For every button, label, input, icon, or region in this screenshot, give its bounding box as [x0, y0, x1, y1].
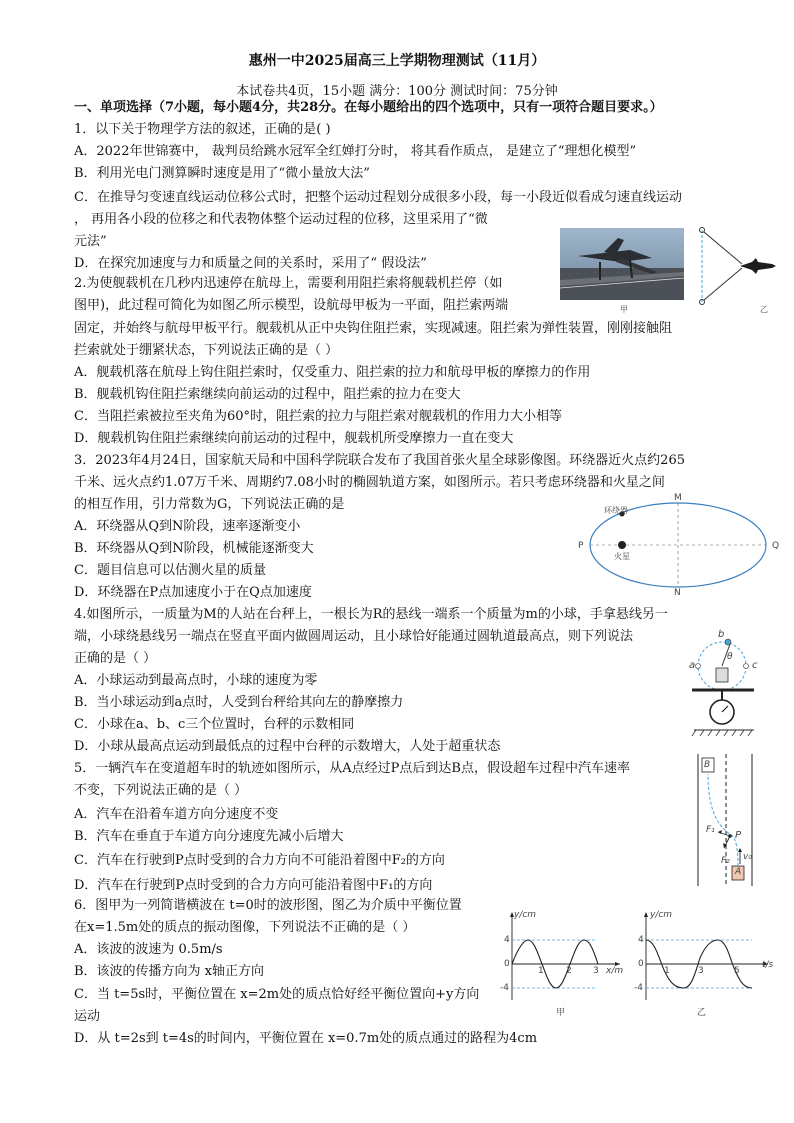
q3-stem-line1: 3．2023年4月24日，国家航天局和中国科学院联合发布了我国首张火星全球影像图。环绕器近火点约265: [74, 453, 685, 468]
label-v0: v₀: [743, 852, 752, 862]
q5-option-b: B．汽车在垂直于车道方向分速度先减小后增大: [74, 829, 344, 844]
q6-option-c-cont: 运动: [74, 1009, 101, 1024]
q1-option-d: D．在探究加速度与力和质量之间的关系时，采用了“ 假设法”: [74, 256, 427, 271]
q1-option-b: B．利用光电门测算瞬时速度是用了“微小量放大法”: [74, 166, 370, 181]
q1-option-c-cont2: 元法”: [74, 234, 107, 249]
label-theta: θ: [727, 652, 733, 662]
q6-option-c: C．当 t=5s时，平衡位置在 x=2m处的质点恰好经平衡位置向+y方向: [74, 987, 480, 1002]
label-orbiter: 环绕器: [604, 506, 628, 515]
graph1-tick-3: 3: [593, 966, 599, 976]
label-m: M: [674, 493, 682, 503]
label-F2: F₂: [721, 856, 730, 866]
label-F1: F₁: [706, 825, 715, 835]
q4-option-b: B．当小球运动到a点时，人受到台秤给其向左的静摩擦力: [74, 695, 404, 710]
q6-option-d: D．从 t=2s到 t=4s的时间内，平衡位置在 x=0.7m处的质点通过的路程为4cm: [74, 1031, 538, 1046]
graph2-xlabel: t/s: [762, 960, 774, 970]
q1-option-c-cont: ， 再用各小段的位移之和代表物体整个运动过程的位移，这里采用了“微: [74, 212, 488, 227]
label-c: c: [752, 660, 758, 671]
graph1-ylabel: y/cm: [514, 910, 537, 920]
mars-dot: [618, 541, 626, 549]
q5-stem-line1: 5．一辆汽车在变道超车时的轨迹如图所示，从A点经过P点后到达B点，假设超车过程中汽车速率: [74, 761, 630, 776]
q1-stem: 1．以下关于物理学方法的叙述，正确的是( ): [74, 122, 331, 137]
graph1-tick-0: 0: [504, 959, 510, 969]
q3-stem-line2: 千米、远火点约1.07万千米、周期约7.08小时的椭圆轨道方案，如图所示。若只考虑环绕器和火星之间: [74, 475, 665, 490]
q4-stem-line1: 4.如图所示，一质量为M的人站在台秤上，一根长为R的悬线一端系一个质量为m的小球，手拿悬线另一: [74, 607, 668, 622]
figure-caption-yi: 乙: [760, 305, 768, 314]
q1-option-a: A．2022年世锦赛中， 裁判员给跳水冠军全红婵打分时， 将其看作质点， 是建立了“理想化模型”: [74, 144, 637, 159]
graph2-tick-0: 0: [638, 959, 644, 969]
q3-option-c: C．题目信息可以估测火星的质量: [74, 563, 266, 578]
q3-option-a: A．环绕器从Q到N阶段，速率逐渐变小: [74, 519, 301, 534]
q4-option-d: D．小球从最高点运动到最低点的过程中台秤的示数增大，人处于超重状态: [74, 739, 501, 754]
arrest-cable-diagram: [692, 222, 787, 312]
q1-option-c: C．在推导匀变速直线运动位移公式时，把整个运动过程划分成很多小段，每一小段近似看成匀速直线运动: [74, 190, 682, 205]
label-p: P: [578, 541, 584, 551]
lane-change-diagram: [694, 752, 764, 888]
graph1-xlabel: x/m: [606, 966, 624, 976]
graph2-tick-4: 4: [638, 935, 644, 945]
figure-caption-jia: 甲: [620, 305, 628, 314]
q2-option-a: A．舰载机落在航母上钩住阻拦索时，仅受重力、阻拦索的拉力和航母甲板的摩擦力的作用: [74, 365, 591, 380]
q2-option-b: B．舰载机钩住阻拦索继续向前运动的过程中，阻拦索的拉力在变大: [74, 387, 461, 402]
q3-option-b: B．环绕器从Q到N阶段，机械能逐渐变大: [74, 541, 314, 556]
q2-stem-line1: 2.为使舰载机在几秒内迅速停在航母上，需要利用阻拦索将舰载机拦停（如: [74, 276, 503, 291]
q6-stem-line1: 6．图甲为一列简谐横波在 t=0时的波形图，图乙为介质中平衡位置: [74, 898, 462, 913]
q4-stem-line3: 正确的是（ ）: [74, 651, 157, 666]
label-P: P: [735, 830, 742, 841]
q4-option-c: C．小球在a、b、c三个位置时，台秤的示数相同: [74, 717, 355, 732]
graph2-ylabel: y/cm: [650, 910, 673, 920]
q3-option-d: D．环绕器在P点加速度小于在Q点加速度: [74, 585, 312, 600]
label-A: A: [735, 867, 742, 877]
label-mars: 火星: [614, 552, 630, 561]
q6-option-b: B．该波的传播方向为 x轴正方向: [74, 964, 265, 979]
label-a: a: [689, 660, 696, 671]
q2-stem-line3: 固定，并始终与航母甲板平行。舰载机从正中央钩住阻拦索，实现减速。阻拦索为弹性装置，刚刚接触阻: [74, 321, 673, 336]
q4-option-a: A．小球运动到最高点时，小球的速度为零: [74, 673, 318, 688]
wave-graph-jia: [496, 908, 626, 1006]
graph2-tick-3: 3: [698, 966, 704, 976]
carrier-landing-photo: [560, 228, 684, 300]
mars-orbit-diagram: [570, 490, 780, 600]
graph1-tick-2: 2: [566, 966, 572, 976]
label-b: b: [718, 629, 725, 640]
exam-subtitle: 本试卷共4页，15小题 满分：100分 测试时间：75分钟: [236, 84, 558, 99]
graph2-tick-1: 1: [664, 966, 670, 976]
q6-option-a: A．该波的波速为 0.5m/s: [74, 942, 223, 957]
graph1-tick-neg4: -4: [500, 983, 509, 993]
q4-stem-line2: 端，小球绕悬线另一端点在竖直平面内做圆周运动，且小球恰好能通过圆轨道最高点，则下列说法: [74, 629, 634, 644]
q2-stem-line4: 拦索就处于绷紧状态，下列说法正确的是（ ）: [74, 343, 339, 358]
q6-stem-line2: 在x=1.5m处的质点的振动图像，下列说法不正确的是（ ）: [74, 920, 416, 935]
label-n: N: [674, 588, 681, 598]
graph2-caption: 乙: [697, 1008, 707, 1018]
q2-stem-line2: 图甲)，此过程可简化为如图乙所示模型，设航母甲板为一平面，阻拦索两端: [74, 298, 509, 313]
graph2-tick-5: 5: [734, 966, 740, 976]
q5-option-c: C．汽车在行驶到P点时受到的合力方向不可能沿着图中F₂的方向: [74, 853, 445, 868]
graph1-tick-4: 4: [504, 935, 510, 945]
q5-option-d: D．汽车在行驶到P点时受到的合力方向可能沿着图中F₁的方向: [74, 878, 433, 893]
q2-option-c: C．当阻拦索被拉至夹角为60°时，阻拦索的拉力与阻拦索对舰载机的作用力大小相等: [74, 409, 562, 424]
graph2-tick-neg4: -4: [634, 983, 643, 993]
person-scale-diagram: [684, 630, 764, 742]
q5-stem-line2: 不变，下列说法正确的是（ ）: [74, 783, 248, 798]
exam-title: 惠州一中2025届高三上学期物理测试（11月）: [248, 53, 546, 69]
label-q: Q: [772, 541, 780, 551]
vibration-graph-yi: [634, 908, 774, 1006]
section-heading: 一、单项选择（7小题，每小题4分，共28分。在每小题给出的四个选项中，只有一项符合题目要求。）: [74, 100, 663, 115]
q5-option-a: A．汽车在沿着车道方向分速度不变: [74, 807, 279, 822]
graph1-tick-1: 1: [538, 966, 544, 976]
label-B: B: [704, 760, 711, 770]
q3-stem-line3: 的相互作用，引力常数为G，下列说法正确的是: [74, 497, 345, 512]
q2-option-d: D．舰载机钩住阻拦索继续向前运动的过程中，舰载机所受摩擦力一直在变大: [74, 431, 514, 446]
graph1-caption: 甲: [556, 1008, 566, 1018]
